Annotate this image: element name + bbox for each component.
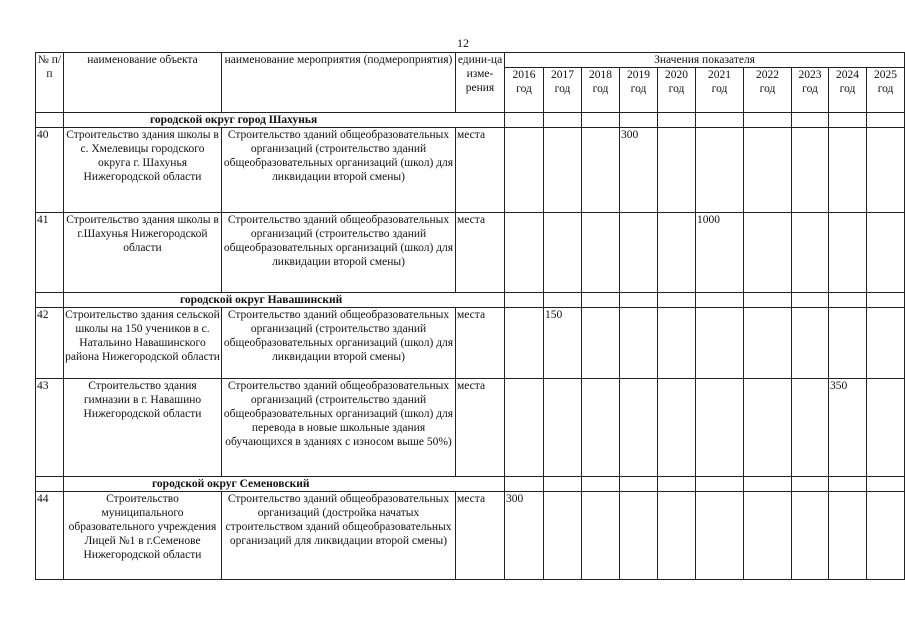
year-label: 2016 xyxy=(512,69,536,81)
year-header-2018 xyxy=(582,68,620,113)
value-cell: 300 xyxy=(505,492,544,580)
object-name: Строительство муниципального образовательного учреждения Лицей №1 в г.Семенове Нижегородской области xyxy=(64,492,222,580)
table-row xyxy=(36,379,905,477)
section-empty-cell xyxy=(867,113,905,128)
section-empty-cell xyxy=(829,293,867,308)
measure-name: Строительство зданий общеобразовательных организаций (строительство зданий общеобразовательных организаций (школ) для ликвидации второй смены) xyxy=(222,128,456,213)
year-label: 2022 xyxy=(756,69,779,81)
year-label: 2018 xyxy=(589,69,612,81)
row-number: 43 xyxy=(36,379,64,477)
value-cell xyxy=(792,308,829,379)
value-cell xyxy=(744,492,792,580)
value-cell xyxy=(544,213,582,293)
value-cell xyxy=(658,308,696,379)
value-cell xyxy=(620,492,658,580)
year-header-2025 xyxy=(867,68,905,113)
section-title-cell xyxy=(64,477,505,492)
measure-name: Строительство зданий общеобразовательных организаций (строительство зданий общеобразовательных организаций (школ) для ликвидации второй смены) xyxy=(222,308,456,379)
value-cell xyxy=(582,492,620,580)
year-suffix: год xyxy=(802,83,818,95)
value-cell xyxy=(505,308,544,379)
value-cell xyxy=(582,128,620,213)
value-cell xyxy=(658,492,696,580)
section-empty-cell xyxy=(867,293,905,308)
value-cell xyxy=(620,379,658,477)
table-header xyxy=(36,53,905,113)
year-suffix: год xyxy=(839,83,856,95)
section-empty-cell xyxy=(829,477,867,492)
section-empty-cell xyxy=(620,293,658,308)
section-title: городской округ Навашинский xyxy=(180,294,343,306)
year-suffix: год xyxy=(668,83,685,95)
value-cell xyxy=(658,128,696,213)
section-empty-cell xyxy=(658,293,696,308)
year-label: 2025 xyxy=(874,69,898,81)
section-empty-cell xyxy=(544,113,582,128)
year-label: 2021 xyxy=(708,69,731,81)
year-label: 2017 xyxy=(551,69,574,81)
section-empty-cell xyxy=(829,113,867,128)
table-row xyxy=(36,128,905,213)
measure-name: Строительство зданий общеобразовательных организаций (строительство зданий общеобразовательных организаций (школ) для ликвидации второй смены) xyxy=(222,213,456,293)
section-empty-cell xyxy=(792,477,829,492)
value-cell xyxy=(696,308,744,379)
value-cell xyxy=(867,379,905,477)
value-cell xyxy=(658,379,696,477)
table-body xyxy=(36,113,905,580)
value-cell xyxy=(829,492,867,580)
section-title: городской округ Семеновский xyxy=(152,478,310,490)
year-header-2024 xyxy=(829,68,867,113)
section-title-cell xyxy=(64,293,505,308)
unit-of-measure: места xyxy=(456,128,505,213)
value-cell xyxy=(582,308,620,379)
section-title: городской округ город Шахунья xyxy=(150,114,318,126)
value-cell xyxy=(744,308,792,379)
section-empty-cell xyxy=(505,113,544,128)
section-empty-cell xyxy=(505,477,544,492)
value-cell xyxy=(658,213,696,293)
year-suffix: год xyxy=(630,83,647,95)
value-cell xyxy=(620,308,658,379)
year-suffix: год xyxy=(759,83,776,95)
unit-of-measure: места xyxy=(456,379,505,477)
value-cell xyxy=(792,379,829,477)
section-empty-cell xyxy=(544,477,582,492)
value-cell: 350 xyxy=(829,379,867,477)
object-name: Строительство здания гимназии в г. Навашино Нижегородской области xyxy=(64,379,222,477)
year-header-2023 xyxy=(792,68,829,113)
indicator-table xyxy=(35,52,905,580)
year-header-2017 xyxy=(544,68,582,113)
value-cell xyxy=(544,128,582,213)
value-cell xyxy=(544,379,582,477)
header-object: наименование объекта xyxy=(64,53,222,113)
section-empty-cell xyxy=(582,477,620,492)
section-empty-cell xyxy=(696,477,744,492)
year-header-2022 xyxy=(744,68,792,113)
section-empty-cell xyxy=(620,477,658,492)
section-empty-cell xyxy=(544,293,582,308)
value-cell xyxy=(582,213,620,293)
year-suffix: год xyxy=(877,83,894,95)
value-cell xyxy=(867,128,905,213)
value-cell xyxy=(792,213,829,293)
section-spacer xyxy=(36,113,64,128)
table-row xyxy=(36,492,905,580)
section-row xyxy=(36,293,905,308)
year-header-2021 xyxy=(696,68,744,113)
value-cell xyxy=(744,128,792,213)
year-suffix: год xyxy=(711,83,728,95)
value-cell xyxy=(620,213,658,293)
page-number: 12 xyxy=(457,36,469,50)
section-empty-cell xyxy=(620,113,658,128)
value-cell: 1000 xyxy=(696,213,744,293)
year-label: 2024 xyxy=(836,69,859,81)
value-cell xyxy=(544,492,582,580)
year-header-2016 xyxy=(505,68,544,113)
section-title-cell xyxy=(64,113,505,128)
row-number: 41 xyxy=(36,213,64,293)
value-cell xyxy=(696,379,744,477)
unit-of-measure: места xyxy=(456,308,505,379)
measure-name: Строительство зданий общеобразовательных организаций (строительство зданий общеобразовательных организаций (школ) для перевода в новые школьные здания обучающихся в зданиях с износом выше 50%) xyxy=(222,379,456,477)
value-cell xyxy=(829,308,867,379)
row-number: 44 xyxy=(36,492,64,580)
section-empty-cell xyxy=(792,293,829,308)
table-row xyxy=(36,213,905,293)
value-cell xyxy=(744,379,792,477)
year-suffix: год xyxy=(516,83,532,95)
section-empty-cell xyxy=(582,293,620,308)
value-cell xyxy=(696,128,744,213)
object-name: Строительство здания сельской школы на 150 учеников в с. Натальино Навашинского района Нижегородской области xyxy=(64,308,222,379)
table-row xyxy=(36,308,905,379)
value-cell xyxy=(505,213,544,293)
row-number: 40 xyxy=(36,128,64,213)
value-cell xyxy=(829,128,867,213)
section-empty-cell xyxy=(696,293,744,308)
object-name: Строительство здания школы в с. Хмелевицы городского округа г. Шахунья Нижегородской области xyxy=(64,128,222,213)
section-empty-cell xyxy=(658,113,696,128)
year-label: 2023 xyxy=(798,69,822,81)
section-empty-cell xyxy=(867,477,905,492)
section-empty-cell xyxy=(744,113,792,128)
section-empty-cell xyxy=(744,293,792,308)
section-empty-cell xyxy=(505,293,544,308)
unit-of-measure: места xyxy=(456,213,505,293)
header-unit: едини-ца изме-рения xyxy=(456,53,505,113)
year-label: 2020 xyxy=(665,69,688,81)
value-cell xyxy=(505,128,544,213)
row-number: 42 xyxy=(36,308,64,379)
value-cell xyxy=(505,379,544,477)
header-measure: наименование мероприятия (подмероприятия) xyxy=(222,53,456,113)
value-cell: 150 xyxy=(544,308,582,379)
value-cell xyxy=(867,492,905,580)
year-suffix: год xyxy=(592,83,609,95)
object-name: Строительство здания школы в г.Шахунья Нижегородской области xyxy=(64,213,222,293)
value-cell xyxy=(792,492,829,580)
year-header-2019 xyxy=(620,68,658,113)
section-row xyxy=(36,477,905,492)
value-cell xyxy=(696,492,744,580)
value-cell xyxy=(867,308,905,379)
year-label: 2019 xyxy=(627,69,650,81)
value-cell xyxy=(829,213,867,293)
section-row xyxy=(36,113,905,128)
value-cell xyxy=(744,213,792,293)
section-spacer xyxy=(36,293,64,308)
header-values: Значения показателя xyxy=(505,53,905,68)
section-empty-cell xyxy=(744,477,792,492)
section-empty-cell xyxy=(658,477,696,492)
value-cell xyxy=(867,213,905,293)
section-empty-cell xyxy=(792,113,829,128)
value-cell xyxy=(792,128,829,213)
year-header-2020 xyxy=(658,68,696,113)
section-spacer xyxy=(36,477,64,492)
section-empty-cell xyxy=(696,113,744,128)
year-suffix: год xyxy=(554,83,571,95)
unit-of-measure: места xyxy=(456,492,505,580)
header-num: № п/ п xyxy=(36,53,64,113)
measure-name: Строительство зданий общеобразовательных организаций (достройка начатых строительством зданий общеобразовательных организаций для ликвидации второй смены) xyxy=(222,492,456,580)
value-cell xyxy=(582,379,620,477)
value-cell: 300 xyxy=(620,128,658,213)
section-empty-cell xyxy=(582,113,620,128)
